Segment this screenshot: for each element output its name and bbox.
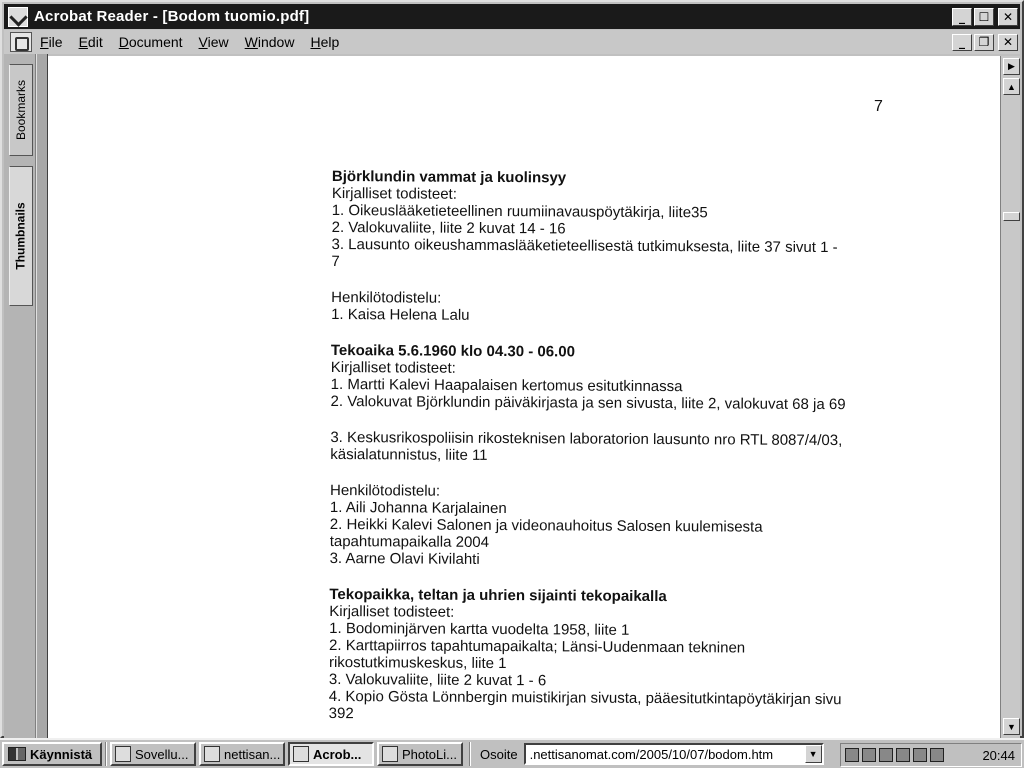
windows-logo-icon <box>8 747 26 761</box>
maximize-button[interactable]: ☐ <box>974 8 994 26</box>
close-button[interactable]: ✕ <box>998 8 1018 26</box>
tab-thumbnails-label: Thumbnails <box>14 202 28 270</box>
system-tray <box>840 743 1022 767</box>
doc-restore-button[interactable]: ❐ <box>974 34 994 51</box>
scroll-right-arrow-icon[interactable]: ▶ <box>1003 58 1020 75</box>
tab-bookmarks-label: Bookmarks <box>14 79 28 141</box>
text-line: 2. Heikki Kalevi Salonen ja videonauhoitus Salosen kuulemisesta <box>329 515 763 536</box>
text-line: Kirjalliset todisteet: <box>331 184 457 203</box>
text-line: 4. Kopio Gösta Lönnbergin muistikirjan sivusta, pääesitutkintapöytäkirjan sivu <box>328 687 842 709</box>
pane-splitter[interactable] <box>36 54 48 738</box>
menu-view[interactable]: View <box>198 34 229 50</box>
menu-document[interactable]: Document <box>118 34 183 50</box>
task-label: PhotoLi... <box>402 746 457 762</box>
address-value: .nettisanomat.com/2005/10/07/bodom.htm <box>529 746 774 762</box>
start-button[interactable] <box>2 742 102 766</box>
application-icon <box>115 746 131 762</box>
text-line: 3. Aarne Olavi Kivilahti <box>329 549 480 568</box>
document-view[interactable] <box>48 56 1000 738</box>
tray-printer-icon[interactable] <box>930 748 944 762</box>
tray-volume-icon[interactable] <box>896 748 910 762</box>
text-line: 3. Keskusrikospoliisin rikosteknisen laboratorion lausunto nro RTL 8087/4/03, <box>330 428 843 450</box>
text-line: Henkilötodistelu: <box>331 288 442 307</box>
tray-antivirus-icon[interactable] <box>879 748 893 762</box>
taskbar-button-acrobat[interactable] <box>288 742 374 766</box>
start-label: Käynnistä <box>30 746 93 762</box>
tab-bookmarks[interactable] <box>9 64 33 156</box>
menu-help[interactable]: Help <box>310 34 340 50</box>
tray-search-icon[interactable] <box>862 748 876 762</box>
menu-bar <box>4 30 1020 54</box>
menu-window[interactable]: Window <box>244 34 295 50</box>
taskbar-button-photoli[interactable] <box>377 742 463 766</box>
text-line: 1. Aili Johanna Karjalainen <box>329 498 507 518</box>
doc-close-button[interactable]: ✕ <box>998 34 1018 51</box>
taskbar-button-sovellu[interactable] <box>110 742 196 766</box>
text-line: käsialatunnistus, liite 11 <box>330 445 488 464</box>
text-line: 2. Valokuvaliite, liite 2 kuvat 14 - 16 <box>331 218 566 238</box>
text-line: 2. Karttapiirros tapahtumapaikalta; Länsi-Uudenmaan tekninen <box>329 636 746 657</box>
text-line: 2. Valokuvat Björklundin päiväkirjasta ja sen sivusta, liite 2, valokuvat 68 ja 69 <box>330 392 846 414</box>
menu-edit[interactable]: Edit <box>78 34 103 50</box>
scroll-down-arrow-icon[interactable]: ▼ <box>1003 718 1020 735</box>
section-heading: Tekoaika 5.6.1960 klo 04.30 - 06.00 <box>330 341 575 361</box>
tray-network-icon[interactable] <box>845 748 859 762</box>
tab-thumbnails[interactable] <box>9 166 33 306</box>
vertical-scrollbar[interactable] <box>1000 56 1020 738</box>
text-line: 3. Valokuvaliite, liite 2 kuvat 1 - 6 <box>328 670 547 690</box>
text-line: 392 <box>328 704 354 723</box>
scroll-up-arrow-icon[interactable]: ▲ <box>1003 78 1020 95</box>
task-label: Sovellu... <box>135 746 189 762</box>
text-line: 3. Lausunto oikeushammaslääketieteellisestä tutkimuksesta, liite 37 sivut 1 - <box>331 235 838 257</box>
taskbar-button-nettisan[interactable] <box>199 742 285 766</box>
text-line: 1. Martti Kalevi Haapalaisen kertomus esitutkinnassa <box>330 375 683 396</box>
menu-file[interactable]: File <box>40 34 63 50</box>
window-controls <box>952 8 1018 26</box>
text-line: tapahtumapaikalla 2004 <box>329 532 490 551</box>
photo-app-icon <box>382 746 398 762</box>
acrobat-icon <box>293 746 309 762</box>
text-line: Kirjalliset todisteet: <box>330 358 456 377</box>
address-label: Osoite <box>480 746 518 762</box>
section-heading: Björklundin vammat ja kuolinsyy <box>331 168 567 187</box>
text-line: Henkilötodistelu: <box>329 481 441 500</box>
text-line: 1. Kaisa Helena Lalu <box>331 305 470 324</box>
text-line: 1. Bodominjärven kartta vuodelta 1958, liite 1 <box>329 619 630 639</box>
tray-settings-icon[interactable] <box>913 748 927 762</box>
task-label: Acrob... <box>313 746 362 762</box>
browser-icon <box>204 746 220 762</box>
taskbar <box>0 738 1024 768</box>
minimize-button[interactable]: _ <box>952 8 972 26</box>
page-number: 7 <box>874 98 883 115</box>
text-line: Kirjalliset todisteet: <box>329 602 455 621</box>
title-bar <box>4 4 1020 29</box>
section-heading: Tekopaikka, teltan ja uhrien sijainti tekopaikalla <box>329 585 667 606</box>
window-title: Acrobat Reader - [Bodom tuomio.pdf] <box>34 8 310 25</box>
page-text <box>329 168 892 725</box>
clock: 20:44 <box>982 747 1015 763</box>
text-line: 7 <box>331 252 340 271</box>
address-dropdown-icon[interactable]: ▼ <box>805 745 822 763</box>
document-controls <box>952 34 1018 51</box>
pdf-page <box>48 56 1000 738</box>
task-label: nettisan... <box>224 746 281 762</box>
scrollbar-thumb[interactable] <box>1003 212 1020 221</box>
text-line: 1. Oikeuslääketieteellinen ruumiinavauspöytäkirja, liite35 <box>331 201 708 222</box>
text-line: rikostutkimuskeskus, liite 1 <box>328 653 507 673</box>
address-field[interactable] <box>524 743 824 765</box>
doc-minimize-button[interactable]: _ <box>952 34 972 51</box>
navigation-pane-tabs <box>4 54 36 738</box>
document-icon[interactable] <box>10 32 32 52</box>
acrobat-app-icon[interactable] <box>8 7 28 27</box>
